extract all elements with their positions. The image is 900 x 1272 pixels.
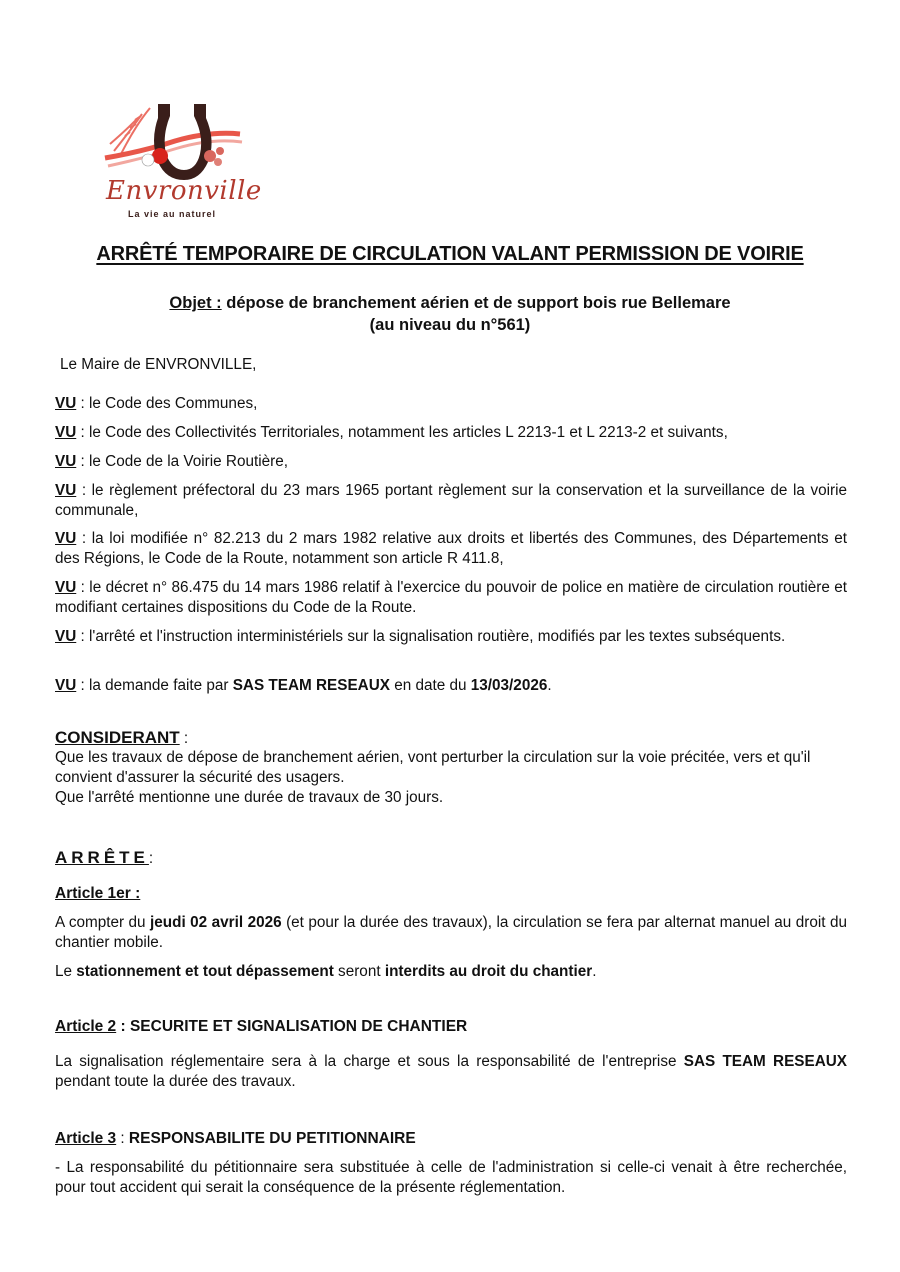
commune-logo — [100, 96, 262, 224]
objet-label: Objet : — [169, 294, 222, 312]
logo-tagline: La vie au naturel — [128, 209, 217, 219]
horseshoe-emblem-icon — [100, 96, 250, 181]
considerant-heading: CONSIDERANT : — [55, 728, 189, 747]
article-3-heading: Article 3 : RESPONSABILITE DU PETITIONNAIRE — [55, 1130, 416, 1147]
vu-item: VU : le règlement préfectoral du 23 mars 1965 portant règlement sur la conservation et la surveillance de la voirie communale, — [55, 482, 848, 519]
article-2-heading: Article 2 : SECURITE ET SIGNALISATION DE CHANTIER — [55, 1018, 468, 1035]
vu-item: VU : la demande faite par SAS TEAM RESEAUX en date du 13/03/2026. — [55, 677, 552, 694]
document-subject — [0, 292, 900, 336]
maire-line: Le Maire de ENVRONVILLE, — [60, 356, 257, 373]
vu-item: VU : le Code des Communes, — [55, 395, 258, 412]
article-3-paragraph: - La responsabilité du pétitionnaire sera substituée à celle de l'administration si celle-ci venait à être recherchée, pour tout accident qui serait la conséquence de la présente réglementation. — [55, 1159, 847, 1196]
objet-text: dépose de branchement aérien et de support bois rue Bellemare — [221, 294, 731, 312]
article-1-paragraph: Le stationnement et tout dépassement seront interdits au droit du chantier. — [55, 963, 597, 980]
vu-item: VU : le Code des Collectivités Territoriales, notamment les articles L 2213-1 et L 2213-2 et suivants, — [55, 424, 728, 441]
article-1-paragraph: A compter du jeudi 02 avril 2026 (et pour la durée des travaux), la circulation se fera par alternat manuel au droit du chantier mobile. — [55, 914, 847, 951]
vu-item: VU : le Code de la Voirie Routière, — [55, 453, 288, 470]
vu-item: VU : le décret n° 86.475 du 14 mars 1986 relatif à l'exercice du pouvoir de police en matière de circulation routière et modifiant certaines dispositions du Code de la Route. — [55, 579, 847, 616]
vu-item: VU : l'arrêté et l'instruction interministériels sur la signalisation routière, modifiés par les textes subséquents. — [55, 628, 786, 645]
article-1-heading: Article 1er : — [55, 885, 141, 902]
logo-wordmark: Envronville — [106, 176, 262, 206]
considerant-text: Que les travaux de dépose de branchement aérien, vont perturber la circulation sur la voie précitée, vers et qu'il convient d'assurer la sécurité des usagers. Que l'arrêté mentionne une durée de travaux de 30 jours. — [55, 749, 811, 806]
arrete-heading: ARRÊTE: — [55, 848, 154, 867]
objet-line2: (au niveau du n°561) — [369, 316, 531, 334]
document-title: ARRÊTÉ TEMPORAIRE DE CIRCULATION VALANT PERMISSION DE VOIRIE — [96, 243, 804, 265]
vu-item: VU : la loi modifiée n° 82.213 du 2 mars 1982 relative aux droits et libertés des Communes, des Départements et des Régions, le Code de la Route, notamment son article R 411.8, — [55, 530, 847, 567]
article-2-paragraph: La signalisation réglementaire sera à la charge et sous la responsabilité de l'entreprise SAS TEAM RESEAUX pendant toute la durée des travaux. — [55, 1053, 848, 1090]
